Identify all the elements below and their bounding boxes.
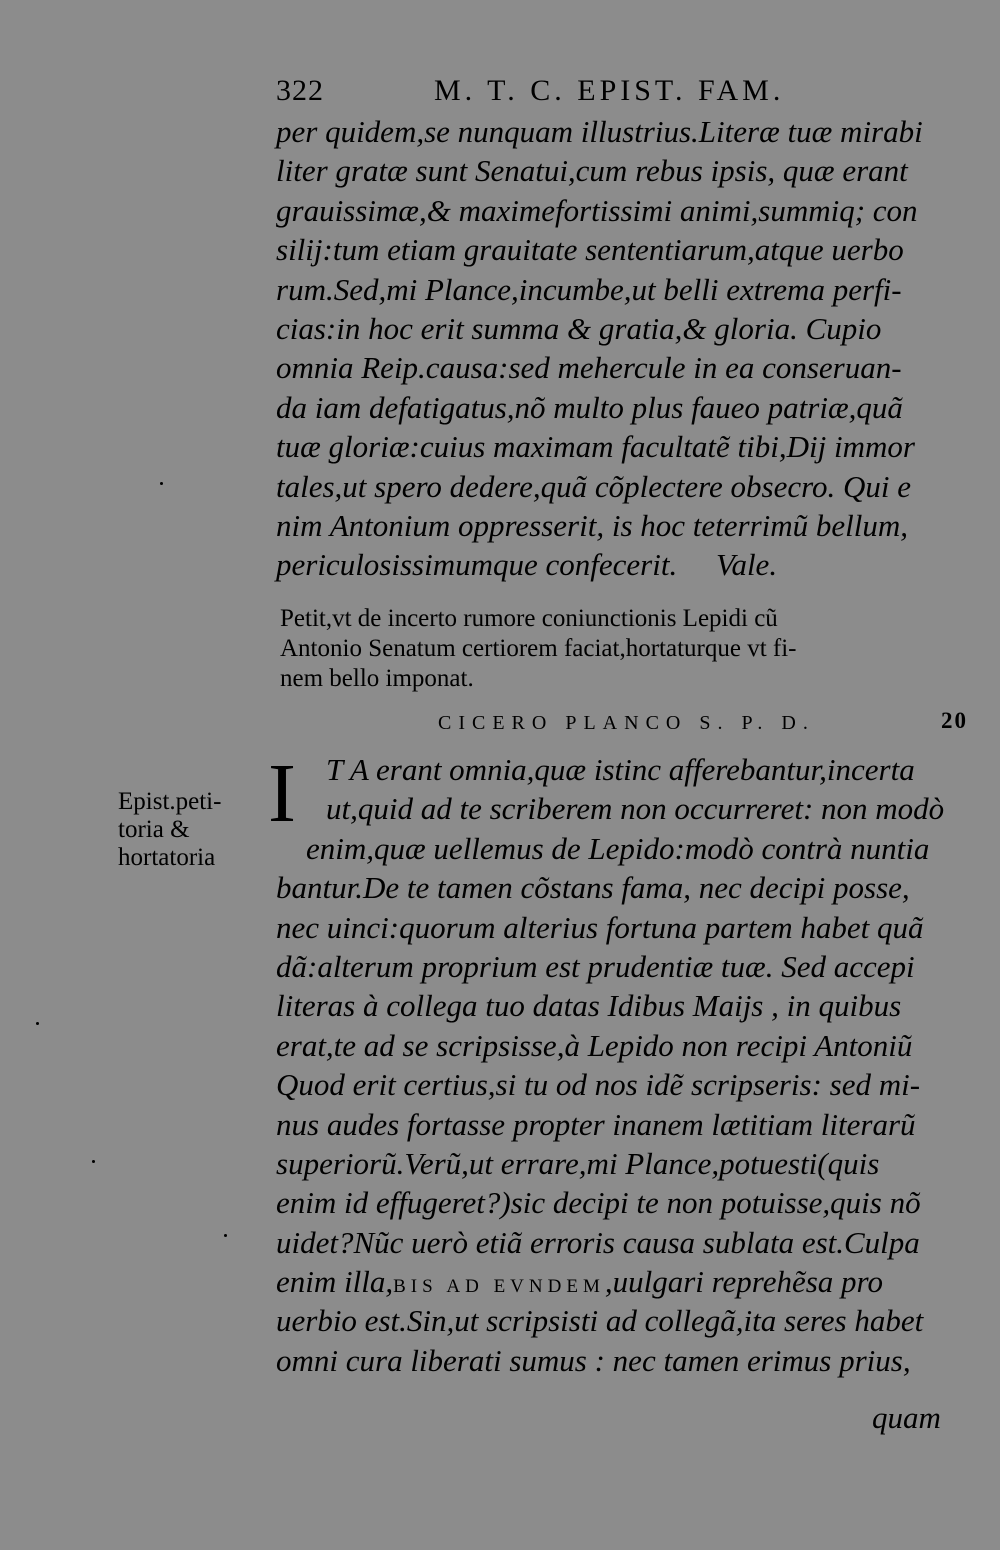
letter-summary <box>280 604 970 694</box>
letter-body-text <box>276 750 976 1380</box>
summary-line: Petit,vt de incerto rumore coniunctionis Lepidi cũ <box>280 605 778 632</box>
letter-heading-title: CICERO PLANCO S. P. D. <box>438 712 815 734</box>
letter-number: 20 <box>941 708 968 733</box>
text-line: enim id effugeret?)sic decipi te non potuisse,quis nõ <box>276 1185 921 1221</box>
text-line: rum.Sed,mi Plance,incumbe,ut belli extrema perfi- <box>276 271 902 307</box>
margin-note-line: toria & <box>118 816 190 843</box>
text-line: da iam defatigatus,nõ multo plus faueo patriæ,quã <box>276 389 903 425</box>
page-number: 322 <box>276 74 324 107</box>
text-line: omnia Reip.causa:sed mehercule in ea conseruan- <box>276 350 902 386</box>
running-title: M. T. C. EPIST. FAM. <box>434 74 785 107</box>
letter-continued-text <box>276 112 976 585</box>
margin-note-line: Epist.peti- <box>118 788 222 815</box>
ink-speck <box>160 482 163 485</box>
text-line: tuæ gloriæ:cuius maximam facultatẽ tibi,Dij immor <box>276 429 915 465</box>
text-fragment: enim illa, <box>276 1264 394 1300</box>
text-line: grauissimæ,& maximefortissimi animi,summiq; con <box>276 192 918 228</box>
ink-speck <box>92 1160 95 1163</box>
text-line: erat,te ad se scripsisse,à Lepido non recipi Antoniũ <box>276 1027 913 1063</box>
text-line: omni cura liberati sumus : nec tamen erimus prius, <box>276 1342 911 1378</box>
text-line: silij:tum etiam grauitate sententiarum,atque uerbo <box>276 232 904 268</box>
margin-note <box>118 788 268 872</box>
text-line: superiorũ.Verũ,ut errare,mi Plance,potuesti(quis <box>276 1145 880 1181</box>
text-line: nim Antonium oppresserit, is hoc teterrimũ bellum, <box>276 507 909 543</box>
small-caps-phrase: BIS AD EVNDEM <box>393 1276 605 1298</box>
margin-note-line: hortatoria <box>118 844 216 871</box>
text-line: literas à collega tuo datas Idibus Maijs , in quibus <box>276 988 902 1024</box>
text-line: periculosissimumque confecerit. Vale. <box>276 547 778 583</box>
text-line: dã:alterum proprium est prudentiæ tuæ. Sed accepi <box>276 948 915 984</box>
drop-initial: I <box>268 747 296 840</box>
page-header <box>276 72 866 116</box>
ink-speck <box>36 1022 39 1025</box>
text-line <box>276 1262 976 1301</box>
text-line: uerbio est.Sin,ut scripsisti ad collegã,ita seres habet <box>276 1303 924 1339</box>
text-line: ut,quid ad te scriberem non occurreret: non modò <box>326 791 945 827</box>
text-line: enim,quæ uellemus de Lepido:modò contrà nuntia <box>306 830 930 866</box>
letter-heading <box>438 708 968 742</box>
text-line: uidet?Nũc uerò etiã erroris causa sublata est.Culpa <box>276 1224 920 1260</box>
text-line: tales,ut spero dedere,quã cõplectere obsecro. Qui e <box>276 468 912 504</box>
summary-line: nem bello imponat. <box>280 665 474 692</box>
text-line: cias:in hoc erit summa & gratia,& gloria. Cupio <box>276 310 882 346</box>
text-line: nec uinci:quorum alterius fortuna partem habet quã <box>276 909 924 945</box>
text-line: per quidem,se nunquam illustrius.Literæ tuæ mirabi <box>276 114 923 149</box>
ink-speck <box>224 1234 227 1237</box>
text-fragment: ,uulgari reprehẽsa pro <box>604 1264 883 1300</box>
text-line: T A erant omnia,quæ istinc afferebantur,incerta <box>326 752 915 787</box>
text-line: nus audes fortasse propter inanem lætitiam literarũ <box>276 1106 916 1142</box>
text-line: Quod erit certius,si tu od nos idẽ scripseris: sed mi- <box>276 1067 921 1103</box>
text-line: bantur.De te tamen cõstans fama, nec decipi posse, <box>276 870 910 906</box>
catchword: quam <box>872 1400 941 1435</box>
summary-line: Antonio Senatum certiorem faciat,hortaturque vt fi- <box>280 635 797 662</box>
text-line: liter gratæ sunt Senatui,cum rebus ipsis, quæ erant <box>276 153 908 189</box>
